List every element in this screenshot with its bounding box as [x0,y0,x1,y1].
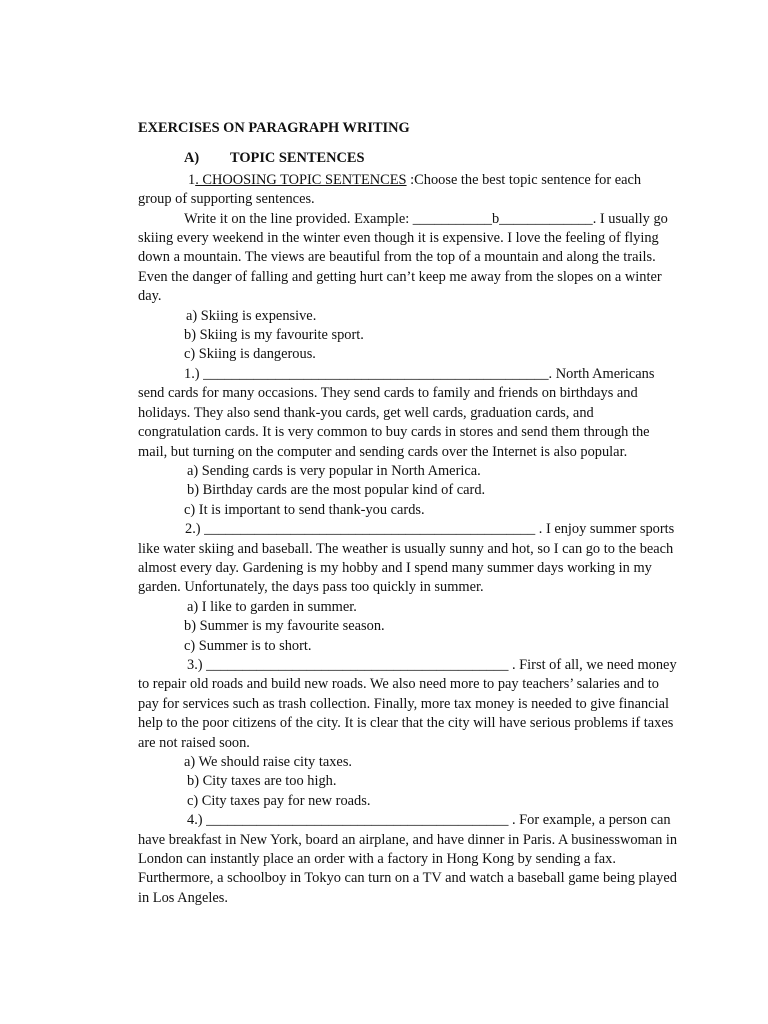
question-2-option-c: c) Summer is to short. [184,637,312,654]
question-2-option-a: a) I like to garden in summer. [187,598,357,615]
question-4-paragraph: 4.) __________________________________________ . For example, a person can have breakfast in New York, board an airplane, and have dinner in Paris. A businesswoman in London can instantly place an order with a factory in Hong Kong by sending a fax. Furthermore, a schoolboy in Tokyo can turn on a TV and watch a baseball game being played in Los Angeles. [138,812,678,906]
exercise-number: 1 [188,171,196,188]
example-option-a: a) Skiing is expensive. [186,307,317,324]
question-1-option-a: a) Sending cards is very popular in North America. [187,462,481,479]
document-page [138,119,678,908]
exercise-instruction-text: :Choose the best topic sentence for each group of supporting sentences. [138,171,642,208]
section-marker: A) [184,150,200,167]
question-1-paragraph: 1.) ________________________________________________. North Americans send cards for many occasions. They send cards to family and friends on birthdays and holidays. They also send thank-you cards, get well cards, graduation cards, and congratulation cards. It is very common to buy cards in stores and send them through the mail, but turning on the computer and sending cards over the Internet is also popular. [138,365,655,460]
example-option-c: c) Skiing is dangerous. [184,346,316,363]
question-2-option-b: b) Summer is my favourite season. [184,618,385,635]
question-3-option-a: a) We should raise city taxes. [184,754,353,770]
section-title: TOPIC SENTENCES [230,150,365,167]
question-3-paragraph: 3.) __________________________________________ . First of all, we need money to repair old roads and build new roads. We also need more to pay teachers’ salaries and to pay for services such as trash collection. Finally, more tax money is needed to give financial help to the poor citizens of the city. It is clear that the city will have serious problems if taxes are not raised soon. [138,656,677,751]
question-1-option-c: c) It is important to send thank-you cards. [184,501,425,518]
example-paragraph: Write it on the line provided. Example: ___________b_____________. I usually go skiing every weekend in the winter even though it is expensive. I love the feeling of flying down a mountain. The views are beautiful from the top of a mountain and along the trails. Even the danger of falling and getting hurt can’t keep me away from the slopes on a winter day. [138,210,668,305]
question-1-option-b: b) Birthday cards are the most popular kind of card. [187,482,486,499]
section-heading [138,149,678,168]
example-option-b: b) Skiing is my favourite sport. [184,327,364,344]
document-title: EXERCISES ON PARAGRAPH WRITING [138,120,410,136]
exercise-heading: . CHOOSING TOPIC SENTENCES [195,171,407,188]
question-2-paragraph: 2.) ______________________________________________ . I enjoy summer sports like water skiing and baseball. The weather is usually sunny and hot, so I can go to the beach almost every day. Gardening is my hobby and I spend many summer days working in my garden. Unfortunately, the days pass too quickly in summer. [138,521,675,596]
question-3-option-b: b) City taxes are too high. [187,773,337,790]
exercise-instruction [138,171,678,210]
question-3-option-c: c) City taxes pay for new roads. [187,792,371,809]
